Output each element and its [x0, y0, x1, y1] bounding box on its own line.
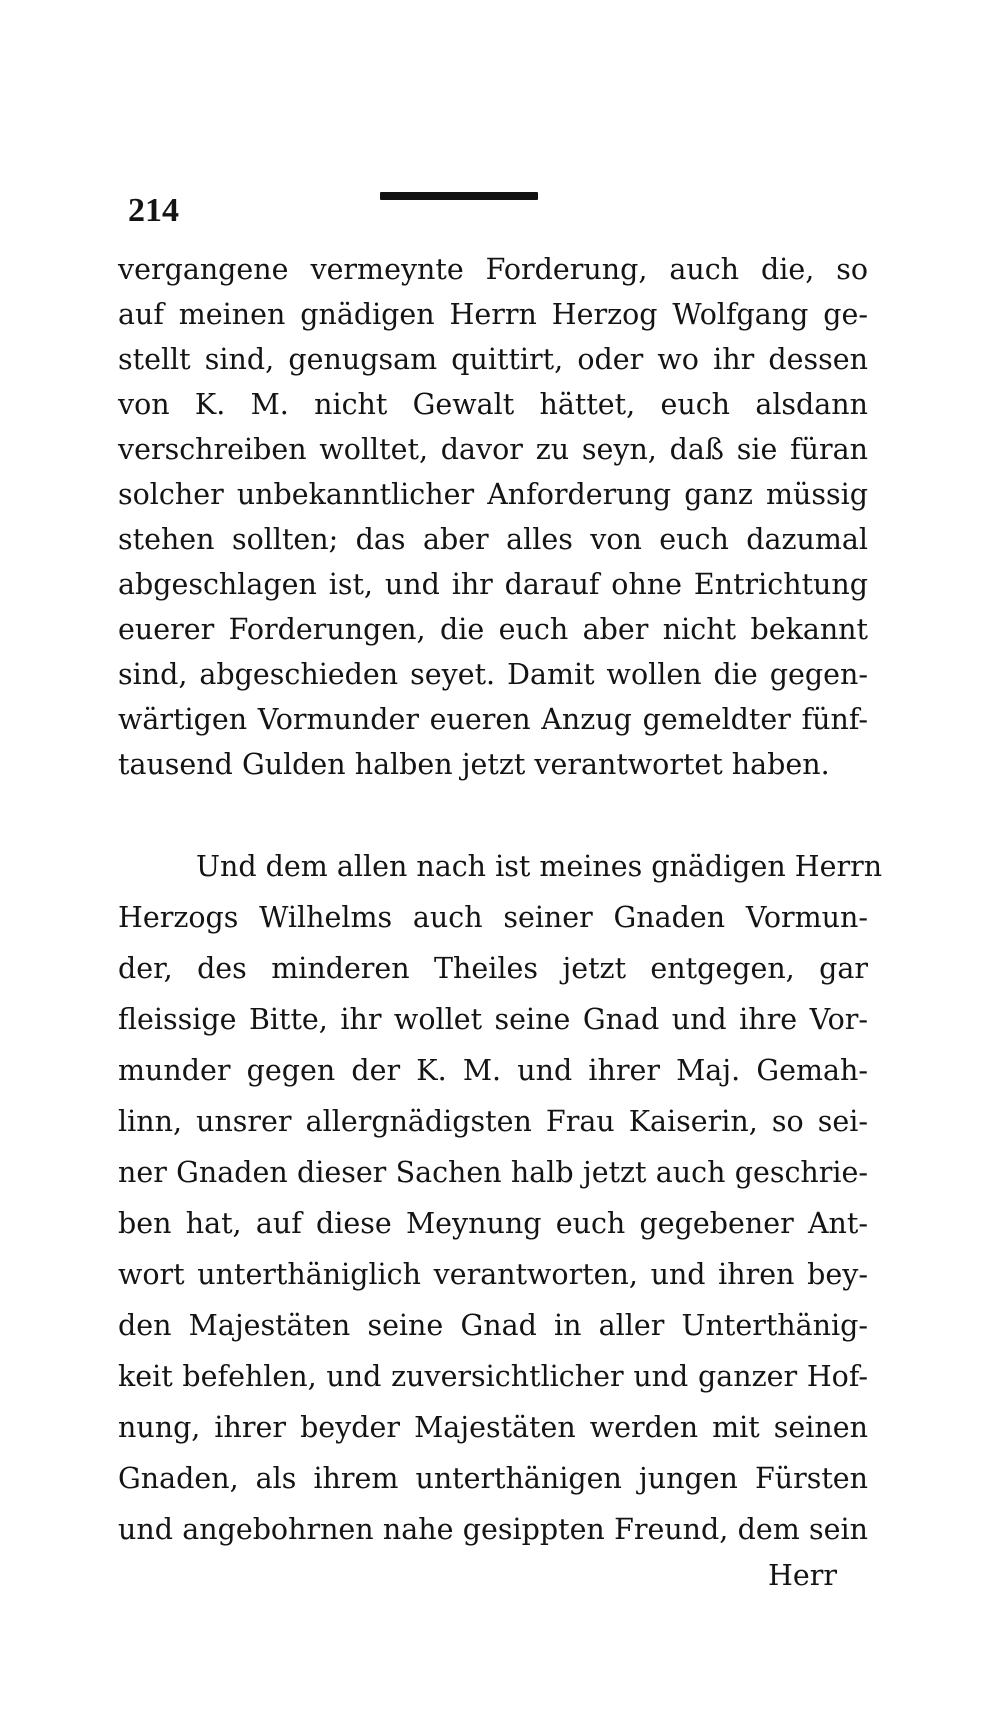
text-line: stellt sind, genugsam quittirt, oder wo ihr dessen — [118, 343, 868, 376]
text-line: nung, ihrer beyder Majestäten werden mit seinen — [118, 1411, 868, 1444]
text-line: sind, abgeschieden seyet. Damit wollen die gegen- — [118, 658, 868, 691]
text-line: munder gegen der K. M. und ihrer Maj. Gemah- — [118, 1054, 868, 1087]
text-line: den Majestäten seine Gnad in aller Unterthänig- — [118, 1309, 868, 1342]
text-line: Und dem allen nach ist meines gnädigen Herrn — [196, 850, 883, 883]
text-line: ner Gnaden dieser Sachen halb jetzt auch geschrie- — [118, 1156, 868, 1189]
text-line: auf meinen gnädigen Herrn Herzog Wolfgang ge- — [118, 298, 868, 331]
text-line: fleissige Bitte, ihr wollet seine Gnad und ihre Vor- — [118, 1003, 868, 1036]
text-line: Gnaden, als ihrem unterthänigen jungen Fürsten — [118, 1462, 868, 1495]
text-line: der, des minderen Theiles jetzt entgegen, gar — [118, 952, 868, 985]
text-line: wort unterthäniglich verantworten, und ihren bey- — [118, 1258, 868, 1291]
text-line: keit befehlen, und zuversichtlicher und ganzer Hof- — [118, 1360, 868, 1393]
text-line: ben hat, auf diese Meynung euch gegebener Ant- — [118, 1207, 868, 1240]
text-line: euerer Forderungen, die euch aber nicht bekannt — [118, 613, 868, 646]
text-line: wärtigen Vormunder eueren Anzug gemeldter fünf- — [118, 703, 868, 736]
text-line: von K. M. nicht Gewalt hättet, euch alsdann — [118, 388, 868, 421]
text-line: tausend Gulden halben jetzt verantwortet haben. — [118, 748, 830, 781]
header-rule — [380, 192, 538, 200]
text-line: linn, unsrer allergnädigsten Frau Kaiserin, so sei- — [118, 1105, 868, 1138]
text-line: stehen sollten; das aber alles von euch dazumal — [118, 523, 868, 556]
text-line: und angebohrnen nahe gesippten Freund, dem sein — [118, 1513, 868, 1546]
text-line: solcher unbekanntlicher Anforderung ganz müssig — [118, 478, 868, 511]
text-line: vergangene vermeynte Forderung, auch die, so — [118, 253, 868, 286]
text-line: verschreiben wolltet, davor zu seyn, daß sie füran — [118, 433, 868, 466]
catchword: Herr — [768, 1559, 837, 1592]
text-line: Herzogs Wilhelms auch seiner Gnaden Vormun- — [118, 901, 868, 934]
text-line: abgeschlagen ist, und ihr darauf ohne Entrichtung — [118, 568, 868, 601]
page-number: 214 — [128, 192, 179, 229]
